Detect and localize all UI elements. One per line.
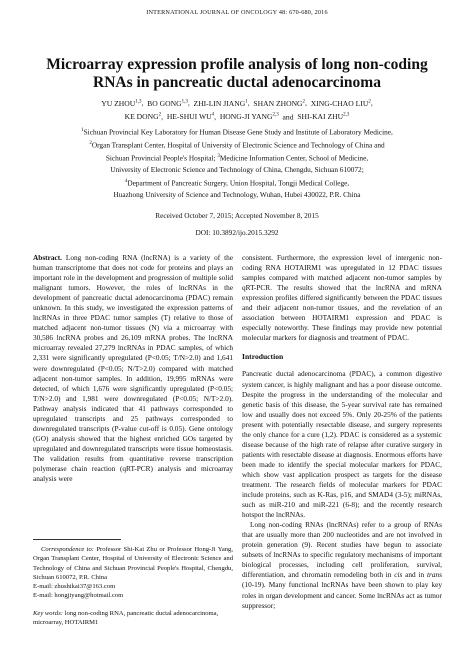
correspondence-label: Correspondence to:: [41, 546, 94, 553]
title-line-2: RNAs in pancreatic ductal adenocarcinoma: [93, 74, 381, 91]
introduction-heading: Introduction: [242, 352, 284, 362]
author: BO GONG$^{1,3}$: [147, 98, 188, 108]
author: ZHI-LIN JIANG$^1$: [193, 98, 248, 108]
affiliation-3-cont: University of Electronic Science and Technology of China, Chengdu, Sichuan 610072;: [110, 165, 364, 175]
abstract-label: Abstract.: [33, 253, 62, 262]
keywords-text: long non-coding RNA, pancreatic ductal adenocarcinoma, microarray, HOTAIRM1: [33, 610, 219, 627]
affiliation-1: $^1$Sichuan Provincial Key Laboratory for Human Disease Gene Study and Institute of Laboratory Medicine,: [81, 127, 393, 137]
author: SHI-KAI ZHU$^{2,3}$: [297, 112, 350, 122]
article-title: [20, 56, 454, 92]
correspondence-note: [33, 545, 233, 601]
author: YU ZHOU$^{1,3}$: [101, 98, 142, 108]
title-line-1: Microarray expression profile analysis of long non-coding: [46, 56, 428, 73]
author: HE-SHUI $WU^4$: [166, 112, 215, 122]
author: XING-CHAO LIU$^2$: [310, 98, 371, 108]
correspondence-email-2[interactable]: E-mail: hongjiyang@hotmail.com: [33, 592, 124, 600]
author: HONG-JI YANG$^{2,3}$: [219, 112, 279, 122]
author-list: [20, 96, 454, 123]
abstract: [33, 253, 233, 484]
correspondence-email-1[interactable]: E-mail: zhushikai37@163.com: [33, 583, 116, 591]
author: KE DONG$^2$: [124, 112, 162, 122]
doi[interactable]: DOI: 10.3892/ijo.2015.3292: [195, 228, 279, 237]
keywords: [33, 609, 233, 628]
abstract-text: Long non-coding RNA (lncRNA) is a variety of the human transcriptome that does not code for proteins and plays an important role in the development and progression of multiple solid malignant tumors. However, the roles of lncRNAs in the development of pancreatic ductal adenocarcinoma (PDAC) remain unknown. In this study, we investigated the expression patterns of lncRNAs in three PDAC tumor samples (T) relative to those of matched adjacent non-tumor tissues (N) via a microarray with 30,586 lncRNA probes and 26,109 mRNA probes. The lncRNA microarray revealed 27,279 lncRNAs in PDAC samples, of which 2,331 were significantly upregulated (P<0.05; T/N>2.0) and 1,641 were downregulated (P<0.05; N/T>2.0) compared with matched adjacent non-tumor samples. In addition, 19,995 mRNAs were detected, of which 1,676 were significantly upregulated (P<0.05; T/N>2.0) and 1,981 were downregulated (P<0.05; N/T>2.0). Pathway analysis indicated that 41 pathways corresponded to upregulated transcripts and 25 pathways corresponded to downregulated transcripts (P-value cut-off is 0.05). Gene ontology (GO) analysis showed that the highest enriched GOs targeted by upregulated and downregulated transcripts were tissue homeostasis. The validation results from quantitative reverse transcription polymerase chain reaction (qRT-PCR) analysis and microarray analysis were: [33, 253, 233, 484]
intro-paragraph-2: Long non-coding RNAs (lncRNAs) refer to a group of RNAs that are usually more than 200 nucleotides and are not involved in protein generation (9). Recent studies have begun to associate subsets of lncRNAs to specific regulatory mechanisms of important biological processes, including cell proliferation, survival, differentiation, and chromatin remodeling both in cis and in trans (10-19). Many functional lncRNAs have been shown to play key roles in organ development and cancer. Some lncRNAs act as tumor suppressor;: [242, 520, 442, 610]
author: SHAN ZHONG$^2$: [253, 98, 306, 108]
abstract-continued: consistent. Furthermore, the expression level of intergenic non-coding RNA HOTAIRM1 was upregulated in 12 PDAC tissues samples compared with matched adjacent non-tumor samples by qRT-PCR. The results showed that the lncRNA and mRNA expression profiles differed significantly between the PDAC tissues and their adjacent non-tumor tissues, and the revelation of an association between HOTAIRM1 expression and PDAC is especially noteworthy. These findings may provide new potential molecular markers for diagnosis and treatment of PDAC.: [242, 253, 442, 343]
intro-paragraph-1: Pancreatic ductal adenocarcinoma (PDAC), a common digestive system cancer, is highly malignant and has a poor disease outcome. Despite the progress in the understanding of the molecular and genetic basis of this disease, the 5-year survival rate has remained low and usually does not exceed 5%. Only 20-25% of the patients present with potentially resectable disease, and surgery represents the only chance for a cure (1,2). PDAC is considered as a systemic disease because of the high rate of relapse after curative surgery in patients with resectable disease at diagnosis. Enormous efforts have been made to identify the special molecular markers for PDAC, which show vast application prospect as targets for the disease treatment. The research fields of molecular markers for PDAC include proteins, such as K-Ras, p16, and SMAD4 (3-5); miRNAs, such as miR-210 and miR-221 (6-8); and the recently research hotspot the lncRNAs.: [242, 369, 442, 520]
keywords-label: Key words:: [33, 610, 63, 617]
affiliation-4: $^4$Department of Pancreatic Surgery, Union Hospital, Tongji Medical College,: [124, 178, 350, 188]
received-accepted-dates: Received October 7, 2015; Accepted November 8, 2015: [155, 211, 319, 220]
affiliation-4-cont: Huazhong University of Science and Technology, Wuhan, Hubei 430022, P.R. China: [113, 189, 361, 199]
author-line-1: YU ZHOU$^{1,3}$, BO GONG$^{1,3}$, ZHI-LIN JIANG$^1$, SHAN ZHONG$^2$, XING-CHAO LIU$^2$,: [101, 98, 373, 108]
right-column: [242, 253, 442, 611]
correspondence-text: Professor Shi-Kai Zhu or Professor Hong-Ji Yang, Organ Transplant Center, Hospital of University of Electronic Science and Technology of China and Sichuan Provincial People's Hospital, Chengdu, Sichuan 610072, P.R. China: [33, 546, 233, 581]
affiliations: [28, 125, 446, 200]
affiliation-2-cont: Sichuan Provincial People's Hospital; $^3$Medicine Information Center, School of Medicine,: [105, 153, 369, 163]
affiliation-2: $^2$Organ Transplant Center, Hospital of University of Electronic Science and Technology of China and: [89, 140, 385, 150]
author-line-2: KE DONG$^2$, HE-SHUI $WU^4$, HONG-JI YANG$^{2,3}$ and SHI-KAI ZHU$^{2,3}$: [124, 112, 350, 122]
left-column: [33, 253, 233, 484]
running-head: INTERNATIONAL JOURNAL OF ONCOLOGY 48: 670-680, 2016: [146, 9, 328, 16]
footnote-divider: [33, 539, 121, 540]
